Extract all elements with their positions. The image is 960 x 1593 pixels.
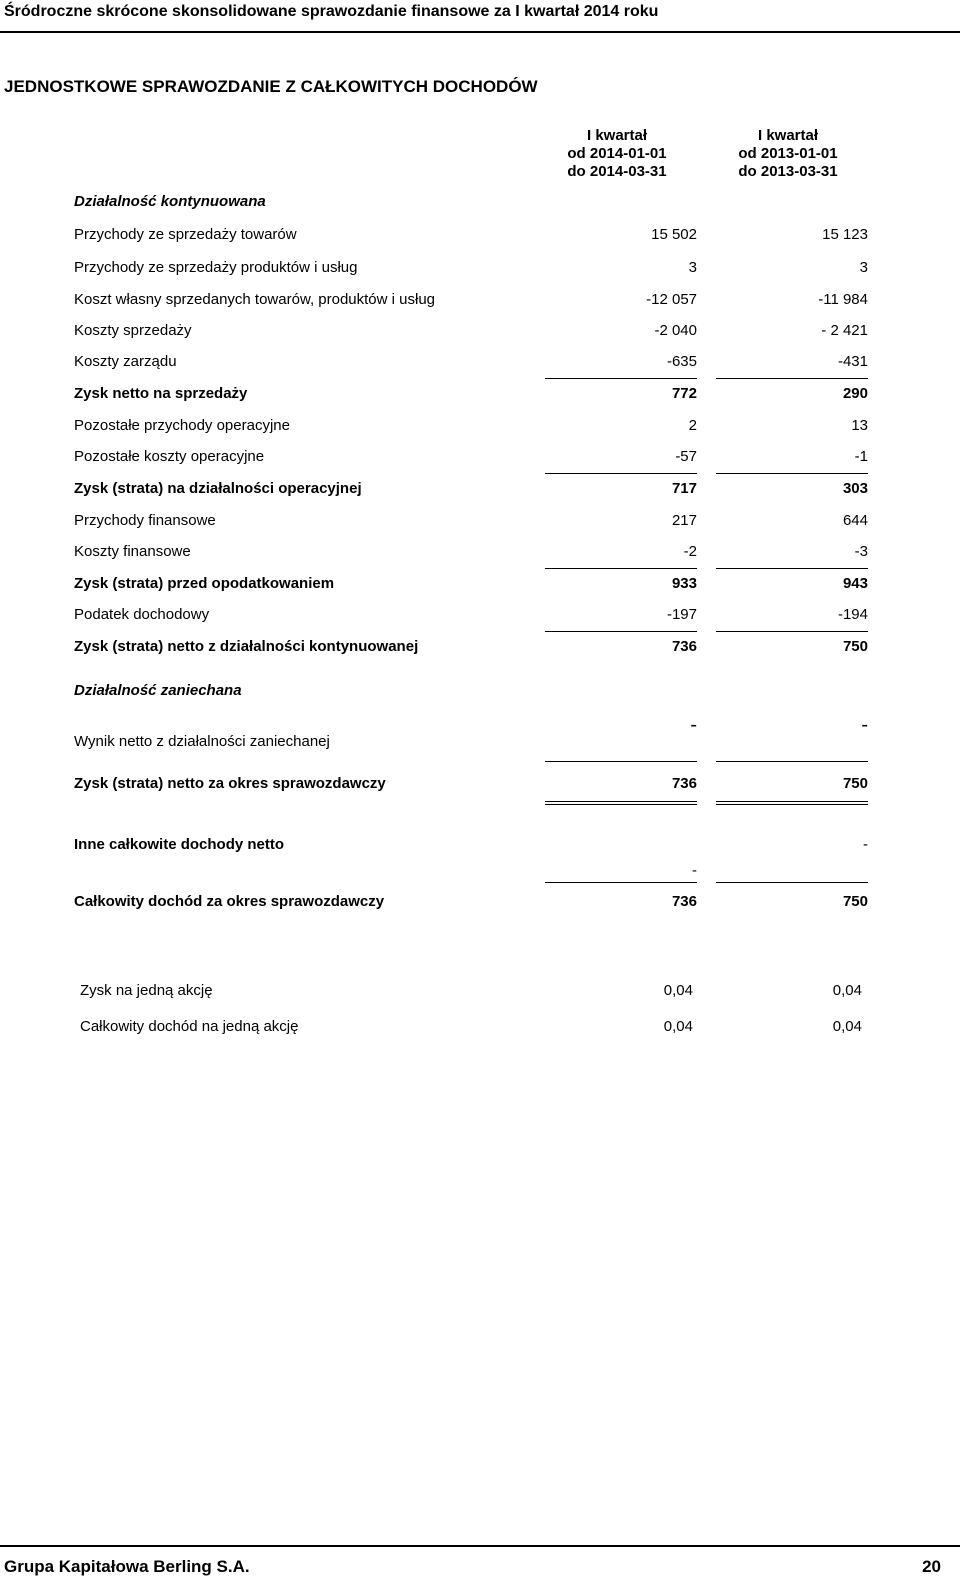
column-header-line3: do 2013-03-31: [738, 163, 838, 180]
row-value-2013: -194: [837, 606, 868, 623]
subtotal-rule: [545, 568, 697, 569]
column-header-line2: od 2013-01-01: [738, 145, 838, 162]
subtotal-rule: [545, 882, 697, 883]
column-header-2014: [537, 127, 697, 181]
column-header-2013: [708, 127, 868, 181]
row-label: Podatek dochodowy: [74, 606, 210, 623]
report-header-title: Śródroczne skrócone skonsolidowane sprawozdanie finansowe za I kwartał 2014 roku: [4, 3, 659, 20]
total-income-label: Całkowity dochód za okres sprawozdawczy: [74, 893, 385, 910]
eps-value-2014: 0,04: [663, 982, 693, 999]
total-double-rule: [716, 801, 868, 805]
other-income-value-2013: -: [863, 836, 868, 853]
column-header-line3: do 2014-03-31: [567, 163, 667, 180]
row-value-2014: 736: [671, 638, 697, 655]
eps-value-2013: 0,04: [832, 982, 862, 999]
total-income-per-share-label: Całkowity dochód na jedną akcję: [80, 1018, 299, 1035]
row-value-2013: -1: [854, 448, 868, 465]
subtotal-rule: [716, 473, 868, 474]
subtotal-rule: [716, 568, 868, 569]
row-value-2014: -2 040: [654, 322, 697, 339]
row-label: Pozostałe przychody operacyjne: [74, 417, 290, 434]
total-double-rule: [545, 801, 697, 805]
row-label: Przychody finansowe: [74, 512, 216, 529]
footer-page-number: 20: [922, 1557, 941, 1576]
row-label: Zysk netto na sprzedaży: [74, 385, 248, 402]
row-value-2013: -3: [854, 543, 868, 560]
row-value-2014: 217: [671, 512, 697, 529]
footer-divider: [0, 1545, 960, 1547]
footer-company-name: Grupa Kapitałowa Berling S.A.: [4, 1557, 250, 1576]
row-value-2013: 303: [842, 480, 868, 497]
discontinued-value-2014: -: [690, 714, 697, 736]
row-value-2014: 933: [671, 575, 697, 592]
row-value-2014: 772: [671, 385, 697, 402]
statement-title: JEDNOSTKOWE SPRAWOZDANIE Z CAŁKOWITYCH DOCHODÓW: [4, 77, 538, 96]
subtotal-rule: [716, 761, 868, 762]
section-discontinued-operations: Działalność zaniechana: [74, 682, 242, 699]
row-value-2014: 717: [671, 480, 697, 497]
row-label: Przychody ze sprzedaży produktów i usług: [74, 259, 358, 276]
discontinued-value-2013: -: [861, 714, 868, 736]
section-continuing-operations: Działalność kontynuowana: [74, 193, 266, 210]
row-value-2014: -57: [675, 448, 697, 465]
row-value-2013: 290: [842, 385, 868, 402]
total-income-value-2014: 736: [671, 893, 697, 910]
column-header-line2: od 2014-01-01: [567, 145, 667, 162]
row-value-2013: -431: [837, 353, 868, 370]
row-value-2013: 750: [842, 638, 868, 655]
row-value-2014: 15 502: [651, 226, 697, 243]
row-label: Pozostałe koszty operacyjne: [74, 448, 265, 465]
row-value-2014: 3: [688, 259, 697, 276]
row-label: Przychody ze sprzedaży towarów: [74, 226, 297, 243]
header-divider: [0, 31, 960, 33]
row-value-2013: 3: [859, 259, 868, 276]
net-period-value-2013: 750: [842, 775, 868, 792]
row-label: Koszty zarządu: [74, 353, 177, 370]
net-period-label: Zysk (strata) netto za okres sprawozdawczy: [74, 775, 386, 792]
row-label: Koszty sprzedaży: [74, 322, 192, 339]
row-value-2013: -11 984: [818, 291, 868, 308]
row-label: Koszt własny sprzedanych towarów, produktów i usług: [74, 291, 436, 308]
subtotal-rule: [545, 761, 697, 762]
row-value-2014: -2: [683, 543, 697, 560]
other-income-value-2014: -: [692, 862, 697, 879]
subtotal-rule: [545, 473, 697, 474]
discontinued-row-label: Wynik netto z działalności zaniechanej: [74, 733, 330, 750]
row-value-2013: 13: [851, 417, 868, 434]
row-value-2013: 943: [842, 575, 868, 592]
row-label: Zysk (strata) netto z działalności kontynuowanej: [74, 638, 419, 655]
subtotal-rule: [716, 882, 868, 883]
total-income-per-share-value-2014: 0,04: [663, 1018, 693, 1035]
other-income-label: Inne całkowite dochody netto: [74, 836, 285, 853]
subtotal-rule: [716, 378, 868, 379]
row-label: Zysk (strata) przed opodatkowaniem: [74, 575, 335, 592]
row-value-2013: - 2 421: [821, 322, 868, 339]
row-value-2014: -12 057: [646, 291, 697, 308]
row-value-2014: -197: [666, 606, 697, 623]
column-header-line1: I kwartał: [586, 127, 648, 144]
row-value-2014: -635: [666, 353, 697, 370]
row-value-2013: 644: [842, 512, 868, 529]
subtotal-rule: [545, 631, 697, 632]
row-value-2014: 2: [688, 417, 697, 434]
subtotal-rule: [545, 378, 697, 379]
subtotal-rule: [716, 631, 868, 632]
total-income-per-share-value-2013: 0,04: [832, 1018, 862, 1035]
row-label: Zysk (strata) na działalności operacyjnej: [74, 480, 362, 497]
total-income-value-2013: 750: [842, 893, 868, 910]
eps-label: Zysk na jedną akcję: [80, 982, 213, 999]
column-header-line1: I kwartał: [757, 127, 819, 144]
row-label: Koszty finansowe: [74, 543, 191, 560]
net-period-value-2014: 736: [671, 775, 697, 792]
row-value-2013: 15 123: [822, 226, 868, 243]
